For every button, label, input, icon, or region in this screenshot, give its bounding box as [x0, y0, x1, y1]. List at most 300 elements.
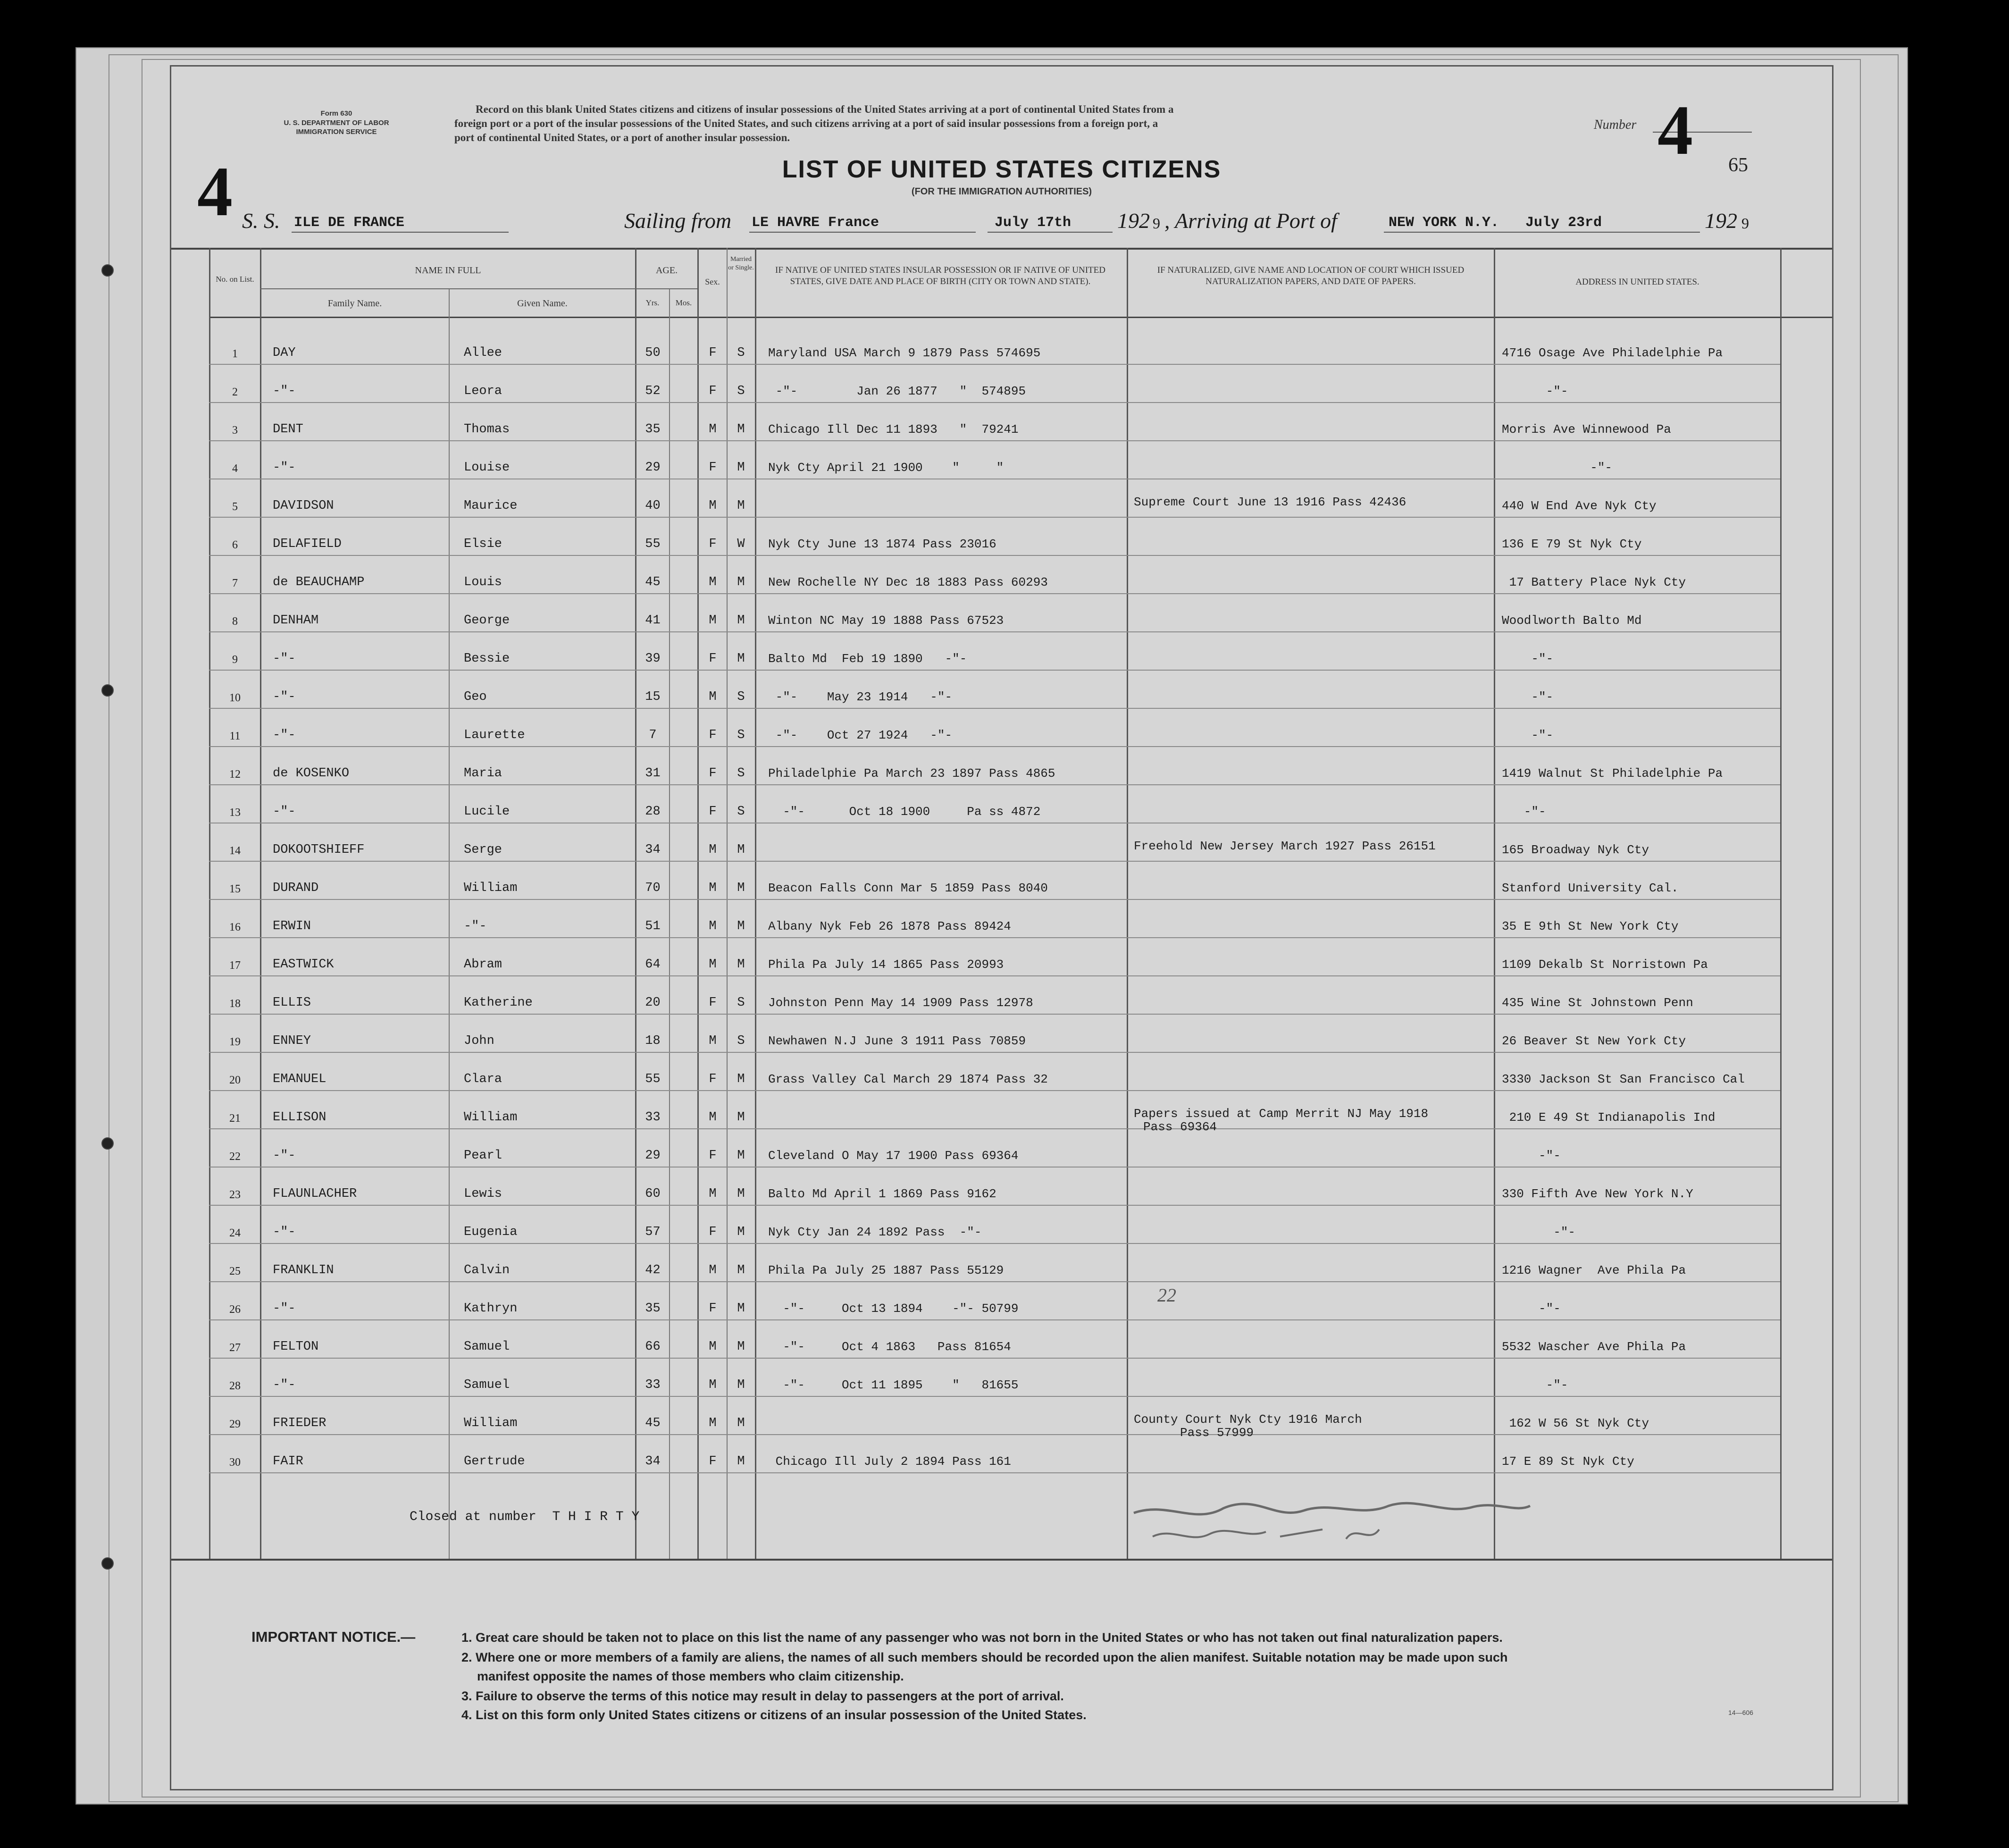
- sex-cell: M: [709, 1378, 717, 1392]
- given-name-cell: -"-: [464, 919, 487, 933]
- header-yrs: Yrs.: [645, 298, 660, 307]
- family-name-cell: -"-: [273, 728, 296, 742]
- address-cell: 136 E 79 St Nyk Cty: [1502, 537, 1642, 551]
- sex-cell: F: [709, 537, 717, 551]
- big-list-number: 4: [197, 152, 233, 231]
- given-name-cell: Louis: [464, 575, 502, 589]
- sailing-port: LE HAVRE France: [752, 215, 879, 231]
- birth-cell: Winton NC May 19 1888 Pass 67523: [768, 613, 1004, 628]
- given-name-cell: Eugenia: [464, 1225, 518, 1239]
- age-cell: 64: [645, 958, 661, 972]
- notice-item-4: 4. List on this form only United States citizens or citizens of an insular possession of the United States.: [461, 1708, 1087, 1722]
- marital-status-cell: M: [737, 1263, 745, 1277]
- address-cell: 330 Fifth Ave New York N.Y: [1502, 1187, 1693, 1201]
- address-cell: -"-: [1502, 384, 1568, 398]
- birth-cell: Johnston Penn May 14 1909 Pass 12978: [768, 996, 1033, 1010]
- row-number: 4: [232, 462, 238, 475]
- marital-status-cell: M: [737, 461, 745, 475]
- marital-status-cell: M: [737, 652, 745, 666]
- service-name: IMMIGRATION SERVICE: [296, 128, 377, 136]
- row-number: 18: [229, 998, 241, 1010]
- family-name-cell: DENT: [273, 422, 303, 437]
- given-name-cell: William: [464, 1110, 518, 1125]
- birth-cell: -"- May 23 1914 -"-: [768, 690, 953, 704]
- table-row: [171, 1148, 1832, 1186]
- table-row: [171, 765, 1832, 804]
- age-cell: 35: [645, 1302, 661, 1316]
- record-line: Record on this blank United States citizens and citizens of insular possessions of the United States arriving at a port of continental United States from a: [476, 103, 1174, 115]
- notice-item-2b: manifest opposite the names of those members who claim citizenship.: [477, 1669, 904, 1683]
- table-row: [171, 536, 1832, 574]
- given-name-cell: Geo: [464, 690, 487, 704]
- marital-status-cell: M: [737, 575, 745, 589]
- table-row: [171, 495, 1832, 536]
- family-name-cell: -"-: [273, 1225, 296, 1239]
- sex-cell: M: [709, 1187, 717, 1201]
- marital-status-cell: W: [737, 537, 745, 551]
- birth-cell: -"- Oct 27 1924 -"-: [768, 728, 953, 742]
- row-number: 6: [232, 539, 238, 551]
- number-value: 4: [1657, 91, 1693, 169]
- age-cell: 60: [645, 1187, 661, 1201]
- official-signature: [1124, 1492, 1549, 1558]
- family-name-cell: ELLISON: [273, 1110, 326, 1125]
- table-row: [171, 1339, 1832, 1377]
- manifest-page: [170, 65, 1833, 1790]
- sex-cell: M: [709, 1340, 717, 1354]
- row-number: 9: [232, 654, 238, 666]
- marital-status-cell: M: [737, 1187, 745, 1201]
- marital-status-cell: M: [737, 613, 745, 628]
- sex-cell: F: [709, 996, 717, 1010]
- age-cell: 29: [645, 1149, 661, 1163]
- birth-cell: -"- Oct 13 1894 -"- 50799: [768, 1302, 1019, 1316]
- table-row: [171, 613, 1832, 651]
- year-prefix: 192: [1705, 209, 1737, 233]
- family-name-cell: DAVIDSON: [273, 499, 334, 513]
- sex-cell: M: [709, 1263, 717, 1277]
- header-naturalized: IF NATURALIZED, GIVE NAME AND LOCATION OF COURT WHICH ISSUED NATURALIZATION PAPERS, AND DATE OF PAPERS.: [1157, 265, 1465, 286]
- marital-status-cell: M: [737, 919, 745, 933]
- handwritten-annotation: 22: [1157, 1285, 1176, 1306]
- table-row: [171, 1412, 1832, 1453]
- birth-cell: Newhawen N.J June 3 1911 Pass 70859: [768, 1034, 1026, 1048]
- sheet-number: 65: [1728, 154, 1748, 176]
- arrival-date: July 23rd: [1525, 215, 1602, 231]
- table-row: [171, 421, 1832, 460]
- header-address: ADDRESS IN UNITED STATES.: [1575, 277, 1699, 287]
- age-cell: 31: [645, 766, 661, 781]
- marital-status-cell: S: [737, 766, 745, 781]
- sex-cell: M: [709, 1416, 717, 1430]
- family-name-cell: FAIR: [273, 1454, 303, 1469]
- family-name-cell: FLAUNLACHER: [273, 1187, 357, 1201]
- punch-hole: [101, 264, 114, 277]
- table-row: [171, 727, 1832, 765]
- sex-cell: F: [709, 1149, 717, 1163]
- sex-cell: F: [709, 461, 717, 475]
- age-cell: 42: [645, 1263, 661, 1277]
- table-row: [171, 1071, 1832, 1109]
- family-name-cell: -"-: [273, 805, 296, 819]
- family-name-cell: DOKOOTSHIEFF: [273, 843, 365, 857]
- age-cell: 34: [645, 843, 661, 857]
- marital-status-cell: M: [737, 1340, 745, 1354]
- age-cell: 55: [645, 1072, 661, 1086]
- birth-cell: Nyk Cty April 21 1900 " ": [768, 461, 1004, 475]
- given-name-cell: Lucile: [464, 805, 510, 819]
- record-line: port of continental United States, or a port of another insular possession.: [454, 131, 790, 143]
- year-prefix: 192: [1117, 209, 1150, 233]
- row-number: 11: [229, 730, 241, 742]
- header-sex: Sex.: [705, 277, 720, 286]
- marital-status-cell: M: [737, 1302, 745, 1316]
- table-row: [171, 574, 1832, 613]
- address-cell: -"-: [1502, 690, 1554, 704]
- marital-status-cell: M: [737, 1110, 745, 1125]
- address-cell: -"-: [1502, 728, 1554, 742]
- sex-cell: M: [709, 613, 717, 628]
- birth-cell: Philadelphie Pa March 23 1897 Pass 4865: [768, 766, 1055, 781]
- row-number: 13: [229, 806, 241, 819]
- address-cell: 1419 Walnut St Philadelphie Pa: [1502, 766, 1723, 781]
- header-family-name: Family Name.: [327, 298, 382, 309]
- sex-cell: F: [709, 766, 717, 781]
- row-number: 3: [232, 424, 238, 437]
- notice-item-3: 3. Failure to observe the terms of this notice may result in delay to passengers at the port of arrival.: [461, 1689, 1064, 1703]
- row-number: 2: [232, 386, 238, 398]
- table-row: [171, 1224, 1832, 1262]
- row-number: 26: [229, 1303, 241, 1316]
- family-name-cell: -"-: [273, 1149, 296, 1163]
- table-row: [171, 918, 1832, 957]
- given-name-cell: Thomas: [464, 422, 510, 437]
- page-title: LIST OF UNITED STATES CITIZENS: [782, 156, 1222, 183]
- row-number: 25: [229, 1265, 241, 1277]
- age-cell: 29: [645, 461, 661, 475]
- family-name-cell: FRANKLIN: [273, 1263, 334, 1277]
- address-cell: -"-: [1502, 1225, 1576, 1239]
- family-name-cell: EASTWICK: [273, 958, 334, 972]
- header-mos: Mos.: [675, 298, 692, 307]
- age-cell: 34: [645, 1454, 661, 1469]
- birth-cell: Grass Valley Cal March 29 1874 Pass 32: [768, 1072, 1048, 1086]
- row-number: 16: [229, 921, 241, 933]
- punch-hole: [101, 1137, 114, 1150]
- record-line: foreign port or a port of the insular possessions of the United States, and such citizens arriving at a port of said insular possessions from a foreign port, a: [454, 117, 1158, 129]
- sailing-year: 9: [1153, 215, 1160, 232]
- print-code: 14—606: [1728, 1709, 1753, 1716]
- table-row: [171, 460, 1832, 498]
- sex-cell: F: [709, 1302, 717, 1316]
- table-row: [171, 1377, 1832, 1415]
- sex-cell: F: [709, 1454, 717, 1469]
- header-given-name: Given Name.: [517, 298, 568, 309]
- ss-label: S. S.: [242, 209, 280, 233]
- given-name-cell: Pearl: [464, 1149, 502, 1163]
- birth-cell: Chicago Ill Dec 11 1893 " 79241: [768, 422, 1019, 437]
- manifest-rows: [171, 67, 1832, 1789]
- given-name-cell: Maurice: [464, 499, 518, 513]
- age-cell: 33: [645, 1110, 661, 1125]
- row-number: 15: [229, 883, 241, 895]
- given-name-cell: Clara: [464, 1072, 502, 1086]
- age-cell: 35: [645, 422, 661, 437]
- address-cell: 17 Battery Place Nyk Cty: [1502, 575, 1686, 589]
- closed-at-text: Closed at number T H I R T Y: [410, 1510, 640, 1524]
- table-row: [171, 689, 1832, 727]
- table-row: [171, 1186, 1832, 1224]
- marital-status-cell: M: [737, 499, 745, 513]
- age-cell: 45: [645, 1416, 661, 1430]
- age-cell: 52: [645, 384, 661, 398]
- family-name-cell: ERWIN: [273, 919, 311, 933]
- address-cell: -"-: [1502, 1149, 1561, 1163]
- family-name-cell: -"-: [273, 690, 296, 704]
- address-cell: -"-: [1502, 652, 1554, 666]
- header-age: AGE.: [655, 265, 678, 276]
- table-row: [171, 1301, 1832, 1339]
- birth-cell: -"- Oct 11 1895 " 81655: [768, 1378, 1019, 1392]
- table-row: [171, 880, 1832, 918]
- age-cell: 40: [645, 499, 661, 513]
- birth-cell: Albany Nyk Feb 26 1878 Pass 89424: [768, 919, 1011, 933]
- family-name-cell: DAY: [273, 346, 296, 360]
- naturalization-cell: Freehold New Jersey March 1927 Pass 26151: [1134, 839, 1436, 853]
- given-name-cell: Serge: [464, 843, 502, 857]
- family-name-cell: de KOSENKO: [273, 766, 350, 781]
- age-cell: 51: [645, 919, 661, 933]
- birth-cell: -"- Jan 26 1877 " 574895: [768, 384, 1026, 398]
- row-number: 8: [232, 615, 238, 628]
- sex-cell: F: [709, 652, 717, 666]
- row-number: 28: [229, 1380, 241, 1392]
- address-cell: 435 Wine St Johnstown Penn: [1502, 996, 1693, 1010]
- naturalization-cell: Supreme Court June 13 1916 Pass 42436: [1134, 495, 1406, 509]
- naturalization-cell: County Court Nyk Cty 1916 March: [1134, 1412, 1362, 1427]
- given-name-cell: Calvin: [464, 1263, 510, 1277]
- sex-cell: M: [709, 881, 717, 895]
- family-name-cell: ELLIS: [273, 996, 311, 1010]
- arriving-label: , Arriving at Port of: [1164, 209, 1337, 233]
- family-name-cell: -"-: [273, 384, 296, 398]
- marital-status-cell: S: [737, 1034, 745, 1048]
- header-birth: IF NATIVE OF UNITED STATES INSULAR POSSESSION OR IF NATIVE OF UNITED STATES, GIVE DATE AND PLACE OF BIRTH (CITY OR TOWN AND STATE).: [775, 265, 1105, 286]
- given-name-cell: Bessie: [464, 652, 510, 666]
- sex-cell: F: [709, 728, 717, 742]
- family-name-cell: -"-: [273, 1302, 296, 1316]
- address-cell: 35 E 9th St New York Cty: [1502, 919, 1679, 933]
- family-name-cell: FRIEDER: [273, 1416, 326, 1430]
- birth-cell: Beacon Falls Conn Mar 5 1859 Pass 8040: [768, 881, 1048, 895]
- family-name-cell: de BEAUCHAMP: [273, 575, 365, 589]
- family-name-cell: DENHAM: [273, 613, 319, 628]
- given-name-cell: Samuel: [464, 1340, 510, 1354]
- family-name-cell: -"-: [273, 652, 296, 666]
- table-row: [171, 1453, 1832, 1492]
- given-name-cell: William: [464, 1416, 518, 1430]
- row-number: 10: [229, 692, 241, 704]
- sailing-label: Sailing from: [624, 209, 732, 233]
- row-number: 14: [229, 845, 241, 857]
- family-name-cell: ENNEY: [273, 1034, 311, 1048]
- marital-status-cell: M: [737, 422, 745, 437]
- birth-cell: Cleveland O May 17 1900 Pass 69364: [768, 1149, 1019, 1163]
- address-cell: -"-: [1502, 1302, 1561, 1316]
- given-name-cell: Gertrude: [464, 1454, 525, 1469]
- table-row: [171, 839, 1832, 880]
- age-cell: 18: [645, 1034, 661, 1048]
- naturalization-cell-line2: Pass 69364: [1143, 1120, 1217, 1134]
- marital-status-cell: M: [737, 1225, 745, 1239]
- sex-cell: F: [709, 805, 717, 819]
- row-number: 22: [229, 1151, 241, 1163]
- age-cell: 7: [649, 728, 657, 742]
- age-cell: 55: [645, 537, 661, 551]
- marital-status-cell: S: [737, 690, 745, 704]
- marital-status-cell: M: [737, 1072, 745, 1086]
- sex-cell: F: [709, 1072, 717, 1086]
- form-number: Form 630: [320, 109, 352, 118]
- address-cell: 1216 Wagner Ave Phila Pa: [1502, 1263, 1686, 1277]
- header-no-on-list: No. on List.: [216, 275, 254, 284]
- address-cell: 5532 Wascher Ave Phila Pa: [1502, 1340, 1686, 1354]
- birth-cell: Nyk Cty June 13 1874 Pass 23016: [768, 537, 996, 551]
- age-cell: 66: [645, 1340, 661, 1354]
- row-number: 7: [232, 577, 238, 589]
- sex-cell: M: [709, 1110, 717, 1125]
- address-cell: -"-: [1502, 1378, 1568, 1392]
- naturalization-cell: Papers issued at Camp Merrit NJ May 1918: [1134, 1107, 1429, 1121]
- table-row: [171, 995, 1832, 1033]
- sailing-date: July 17th: [995, 215, 1071, 231]
- row-number: 27: [229, 1342, 241, 1354]
- address-cell: 440 W End Ave Nyk Cty: [1502, 499, 1657, 513]
- sex-cell: F: [709, 1225, 717, 1239]
- marital-status-cell: M: [737, 1416, 745, 1430]
- naturalization-cell-line2: Pass 57999: [1143, 1426, 1254, 1440]
- number-label: Number: [1594, 118, 1637, 132]
- given-name-cell: Leora: [464, 384, 502, 398]
- family-name-cell: -"-: [273, 461, 296, 475]
- marital-status-cell: M: [737, 958, 745, 972]
- sex-cell: M: [709, 1034, 717, 1048]
- given-name-cell: John: [464, 1034, 494, 1048]
- address-cell: Morris Ave Winnewood Pa: [1502, 422, 1671, 437]
- birth-cell: Maryland USA March 9 1879 Pass 574695: [768, 346, 1041, 360]
- birth-cell: Phila Pa July 25 1887 Pass 55129: [768, 1263, 1004, 1277]
- given-name-cell: George: [464, 613, 510, 628]
- department-name: U. S. DEPARTMENT OF LABOR: [284, 118, 389, 127]
- marital-status-cell: M: [737, 843, 745, 857]
- sex-cell: M: [709, 690, 717, 704]
- birth-cell: Chicago Ill July 2 1894 Pass 161: [768, 1454, 1011, 1469]
- row-number: 23: [229, 1189, 241, 1201]
- given-name-cell: Maria: [464, 766, 502, 781]
- address-cell: Woodlworth Balto Md: [1502, 613, 1642, 628]
- marital-status-cell: S: [737, 346, 745, 360]
- family-name-cell: DURAND: [273, 881, 319, 895]
- birth-cell: Balto Md April 1 1869 Pass 9162: [768, 1187, 996, 1201]
- age-cell: 28: [645, 805, 661, 819]
- table-row: [171, 957, 1832, 995]
- marital-status-cell: S: [737, 805, 745, 819]
- age-cell: 57: [645, 1225, 661, 1239]
- address-cell: Stanford University Cal.: [1502, 881, 1679, 895]
- header-name-in-full: NAME IN FULL: [415, 265, 481, 276]
- birth-cell: -"- Oct 4 1863 Pass 81654: [768, 1340, 1011, 1354]
- marital-status-cell: M: [737, 1378, 745, 1392]
- age-cell: 20: [645, 996, 661, 1010]
- birth-cell: Nyk Cty Jan 24 1892 Pass -"-: [768, 1225, 982, 1239]
- address-cell: 210 E 49 St Indianapolis Ind: [1502, 1110, 1716, 1125]
- punch-hole: [101, 1557, 114, 1570]
- age-cell: 15: [645, 690, 661, 704]
- address-cell: -"-: [1502, 461, 1613, 475]
- address-cell: 165 Broadway Nyk Cty: [1502, 843, 1649, 857]
- address-cell: 162 W 56 St Nyk Cty: [1502, 1416, 1649, 1430]
- birth-cell: Balto Md Feb 19 1890 -"-: [768, 652, 967, 666]
- row-number: 17: [229, 959, 241, 972]
- address-cell: 4716 Osage Ave Philadelphie Pa: [1502, 346, 1723, 360]
- sex-cell: M: [709, 958, 717, 972]
- sex-cell: F: [709, 384, 717, 398]
- given-name-cell: Katherine: [464, 996, 533, 1010]
- given-name-cell: Louise: [464, 461, 510, 475]
- age-cell: 70: [645, 881, 661, 895]
- table-row: [171, 651, 1832, 689]
- row-number: 24: [229, 1227, 241, 1239]
- sex-cell: F: [709, 346, 717, 360]
- sex-cell: M: [709, 422, 717, 437]
- address-cell: 3330 Jackson St San Francisco Cal: [1502, 1072, 1745, 1086]
- given-name-cell: Samuel: [464, 1378, 510, 1392]
- family-name-cell: FELTON: [273, 1340, 319, 1354]
- marital-status-cell: S: [737, 728, 745, 742]
- birth-cell: -"- Oct 18 1900 Pa ss 4872: [768, 805, 1041, 819]
- address-cell: 26 Beaver St New York Cty: [1502, 1034, 1686, 1048]
- address-cell: -"-: [1502, 805, 1546, 819]
- row-number: 19: [229, 1036, 241, 1048]
- given-name-cell: William: [464, 881, 518, 895]
- marital-status-cell: M: [737, 881, 745, 895]
- marital-status-cell: S: [737, 384, 745, 398]
- notice-item-1: 1. Great care should be taken not to place on this list the name of any passenger who was not born in the United States or who has not taken out final naturalization papers.: [461, 1630, 1503, 1645]
- sex-cell: M: [709, 919, 717, 933]
- family-name-cell: EMANUEL: [273, 1072, 326, 1086]
- given-name-cell: Kathryn: [464, 1302, 518, 1316]
- age-cell: 41: [645, 613, 661, 628]
- family-name-cell: DELAFIELD: [273, 537, 342, 551]
- sex-cell: M: [709, 843, 717, 857]
- row-number: 5: [232, 501, 238, 513]
- age-cell: 50: [645, 346, 661, 360]
- page-subtitle: (FOR THE IMMIGRATION AUTHORITIES): [911, 186, 1092, 197]
- given-name-cell: Abram: [464, 958, 502, 972]
- marital-status-cell: S: [737, 996, 745, 1010]
- table-row: [171, 383, 1832, 421]
- given-name-cell: Laurette: [464, 728, 525, 742]
- table-row: [171, 1109, 1832, 1148]
- row-number: 30: [229, 1456, 241, 1469]
- table-row: [171, 1033, 1832, 1071]
- address-cell: 1109 Dekalb St Norristown Pa: [1502, 958, 1708, 972]
- table-row: [171, 345, 1832, 383]
- arrival-port: NEW YORK N.Y.: [1389, 215, 1499, 231]
- notice-item-2: 2. Where one or more members of a family are aliens, the names of all such members should be recorded upon the alien manifest. Suitable notation may be made upon such: [461, 1650, 1508, 1664]
- address-cell: 17 E 89 St Nyk Cty: [1502, 1454, 1634, 1469]
- row-number: 29: [229, 1418, 241, 1430]
